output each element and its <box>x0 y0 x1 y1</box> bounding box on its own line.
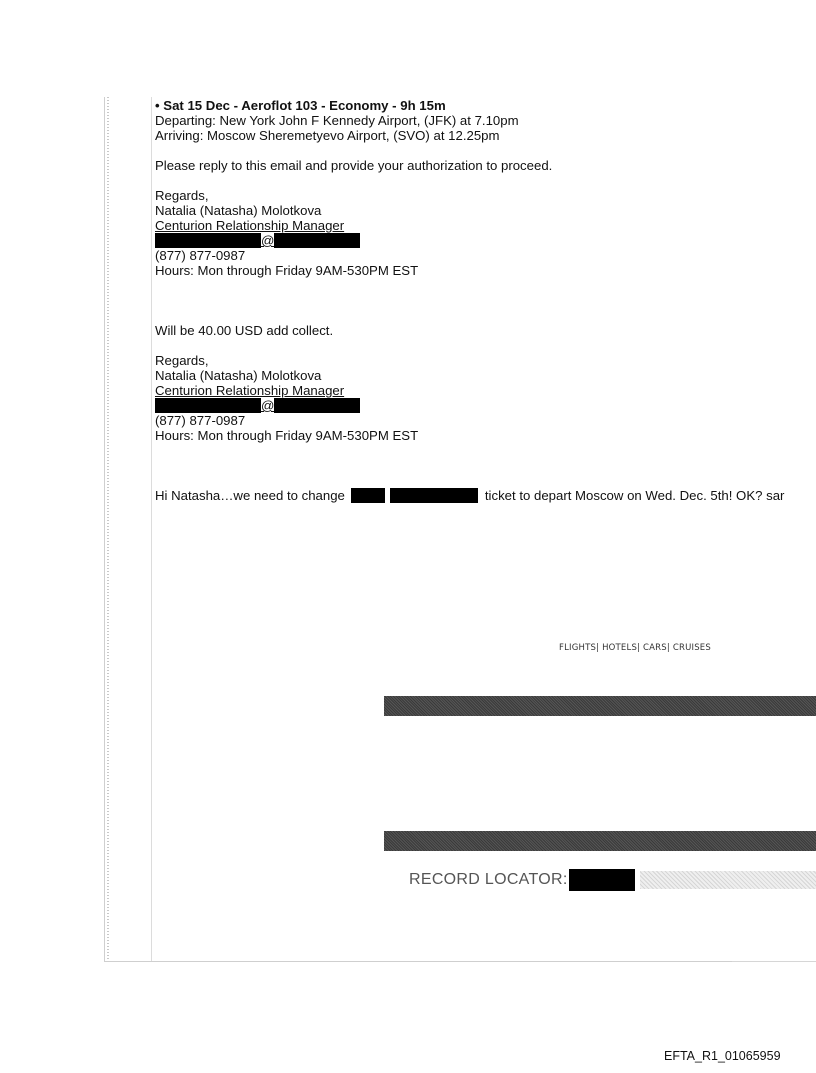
flight-departing: Departing: New York John F Kennedy Airport, (JFK) at 7.10pm <box>155 113 519 128</box>
signature-title: Centurion Relationship Manager <box>155 383 345 398</box>
signature-title: Centurion Relationship Manager <box>155 218 345 233</box>
email-at-sign: @ <box>261 233 275 248</box>
signature-name: Natalia (Natasha) Molotkova <box>155 368 322 383</box>
signature-email <box>155 233 815 248</box>
redacted-email-domain <box>274 398 360 413</box>
redacted-email-domain <box>274 233 360 248</box>
redacted-name-1 <box>351 488 385 503</box>
bottom-rule <box>104 961 732 962</box>
signature-name: Natalia (Natasha) Molotkova <box>155 203 322 218</box>
itinerary-header-band <box>384 696 816 716</box>
quote-divider <box>151 97 152 961</box>
signature-regards: Regards, <box>155 353 209 368</box>
signature-regards: Regards, <box>155 188 209 203</box>
flight-header: • Sat 15 Dec - Aeroflot 103 - Economy - 9h 15m <box>155 98 446 113</box>
signature-hours: Hours: Mon through Friday 9AM-530PM EST <box>155 428 419 443</box>
document-id: EFTA_R1_01065959 <box>664 1049 781 1063</box>
itinerary-nav-links[interactable]: FLIGHTS| HOTELS| CARS| CRUISES <box>559 643 711 653</box>
signature-email <box>155 398 815 413</box>
email-body <box>155 98 815 503</box>
redacted-email-user <box>155 233 261 248</box>
signature-phone: (877) 877-0987 <box>155 413 246 428</box>
signature-phone: (877) 877-0987 <box>155 248 246 263</box>
reply-request: Please reply to this email and provide your authorization to proceed. <box>155 158 553 173</box>
fee-message: Will be 40.00 USD add collect. <box>155 323 334 338</box>
record-locator-label: RECORD LOCATOR: <box>409 871 568 888</box>
request-text-before: Hi Natasha…we need to change <box>155 488 345 503</box>
email-at-sign: @ <box>261 398 275 413</box>
redacted-email-user <box>155 398 261 413</box>
itinerary-section-band <box>384 831 816 851</box>
redacted-name-2 <box>390 488 478 503</box>
signature-block-1 <box>155 188 815 278</box>
redacted-record-locator <box>569 869 635 891</box>
signature-hours: Hours: Mon through Friday 9AM-530PM EST <box>155 263 419 278</box>
record-locator-pattern <box>640 871 816 889</box>
flight-arriving: Arriving: Moscow Sheremetyevo Airport, (SVO) at 12.25pm <box>155 128 500 143</box>
signature-block-2 <box>155 353 815 443</box>
ticket-change-request <box>155 488 815 503</box>
request-text-after: ticket to depart Moscow on Wed. Dec. 5th! OK? sar <box>484 488 785 503</box>
